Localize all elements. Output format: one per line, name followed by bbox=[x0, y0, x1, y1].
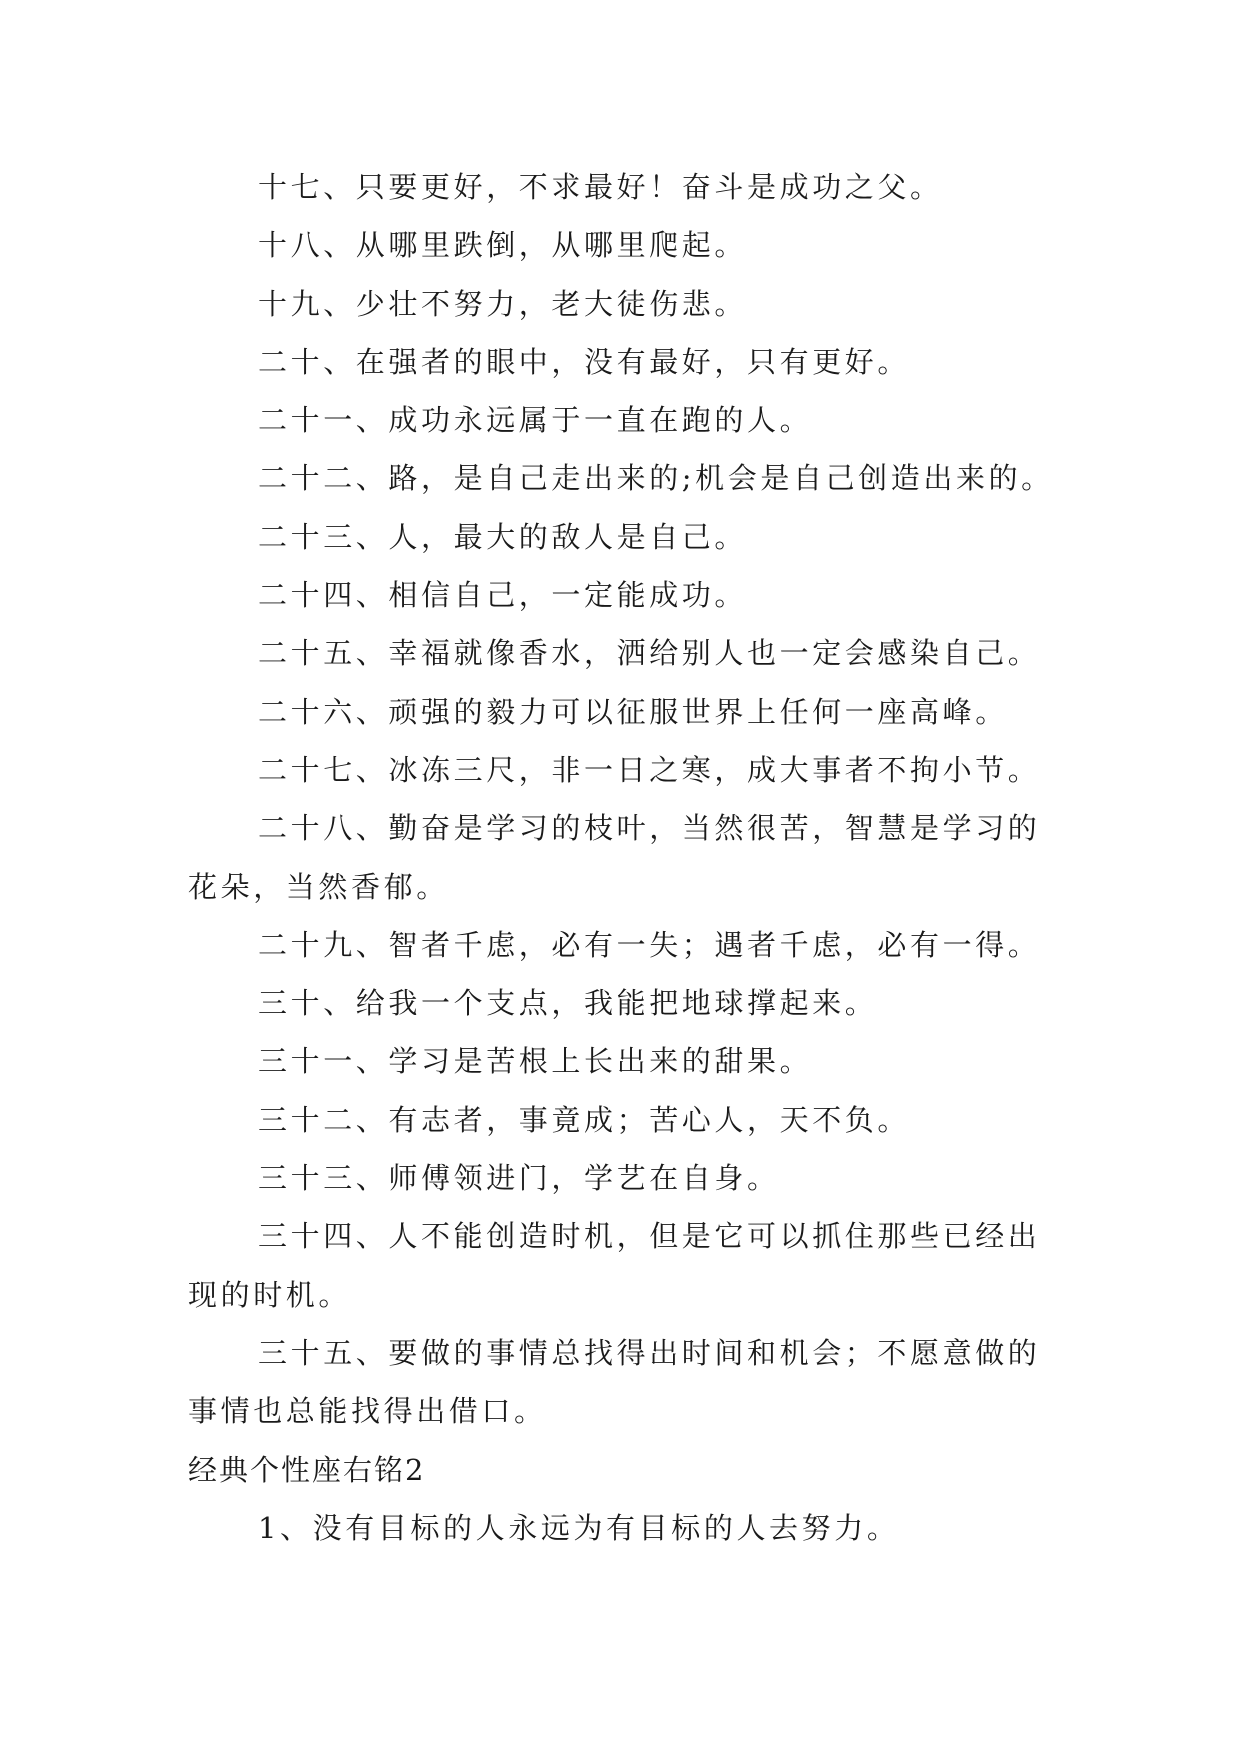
paragraph: 二十二、路，是自己走出来的;机会是自己创造出来的。 bbox=[258, 461, 1054, 496]
paragraph: 二十四、相信自己，一定能成功。 bbox=[258, 578, 748, 613]
paragraph: 二十一、成功永远属于一直在跑的人。 bbox=[258, 403, 813, 438]
paragraph: 1、没有目标的人永远为有目标的人去努力。 bbox=[258, 1510, 900, 1545]
paragraph: 三十五、要做的事情总找得出时间和机会；不愿意做的事情也总能找得出借口。 bbox=[188, 1335, 1041, 1429]
paragraph: 二十五、幸福就像香水，洒给别人也一定会感染自己。 bbox=[258, 636, 1041, 671]
paragraph: 二十、在强者的眼中，没有最好，只有更好。 bbox=[258, 344, 911, 379]
paragraph: 二十七、冰冻三尺，非一日之寒，成大事者不拘小节。 bbox=[258, 752, 1041, 787]
paragraph: 三十、给我一个支点，我能把地球撑起来。 bbox=[258, 986, 878, 1021]
document-body bbox=[188, 158, 1068, 1557]
paragraph: 二十九、智者千虑，必有一失；遇者千虑，必有一得。 bbox=[258, 927, 1041, 962]
paragraph: 三十一、学习是苦根上长出来的甜果。 bbox=[258, 1044, 813, 1079]
paragraph: 十八、从哪里跌倒，从哪里爬起。 bbox=[258, 228, 748, 263]
paragraph: 二十三、人，最大的敌人是自己。 bbox=[258, 519, 748, 554]
paragraph: 二十八、勤奋是学习的枝叶，当然很苦，智慧是学习的花朵，当然香郁。 bbox=[188, 811, 1041, 904]
paragraph: 十七、只要更好，不求最好！奋斗是成功之父。 bbox=[258, 170, 943, 204]
paragraph: 三十二、有志者，事竟成；苦心人，天不负。 bbox=[258, 1102, 911, 1137]
paragraph: 二十六、顽强的毅力可以征服世界上任何一座高峰。 bbox=[258, 694, 1008, 729]
section-heading: 经典个性座右铭2 bbox=[188, 1452, 426, 1487]
paragraph: 十九、少壮不努力，老大徒伤悲。 bbox=[258, 286, 748, 321]
paragraph: 三十四、人不能创造时机，但是它可以抓住那些已经出现的时机。 bbox=[188, 1219, 1041, 1312]
paragraph: 三十三、师傅领进门，学艺在自身。 bbox=[258, 1161, 780, 1196]
